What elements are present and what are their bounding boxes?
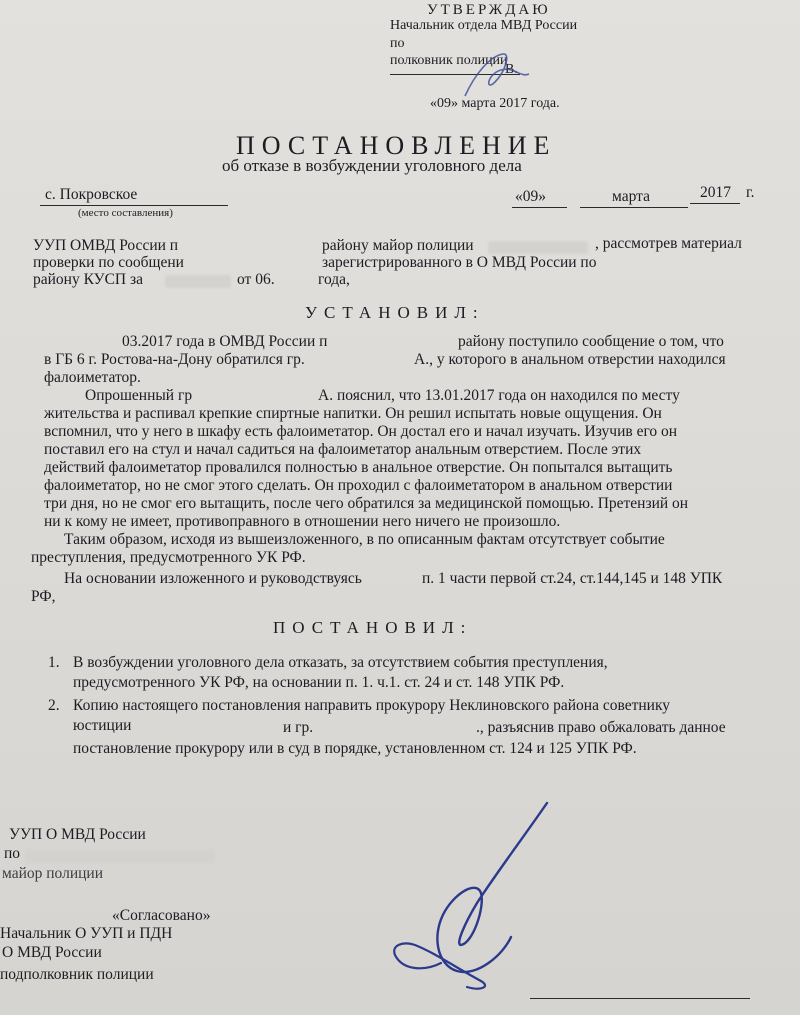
agreed-chief: Начальник О УУП и ПДН (0, 925, 173, 942)
item2-line2-end: ., разъяснив право обжаловать данное (476, 719, 726, 736)
body-p2-line3: вспомнил, что у него в шкафу есть фалоиметатор. Он достал его и начал изучать. Изучив его он (44, 423, 678, 440)
redacted-block (25, 850, 215, 863)
date-month-underline (580, 207, 688, 208)
intro-line3-end: года, (318, 271, 350, 288)
place-underline (40, 205, 228, 206)
body-p4-line1-end: п. 1 части первой ст.24, ст.144,145 и 148 УПК (422, 570, 723, 587)
approve-date: «09» марта 2017 года. (430, 96, 560, 111)
item2-line2-start: юстиции (73, 717, 132, 734)
section-established: УСТАНОВИЛ: (305, 303, 485, 322)
item1-line2: предусмотренного УК РФ, на основании п. 1. ч.1. ст. 24 и ст. 148 УПК РФ. (73, 674, 565, 691)
document-subtitle: об отказе в возбуждении уголовного дела (222, 156, 522, 175)
agreed-department: О МВД России (2, 944, 102, 961)
redacted-block (165, 275, 231, 288)
body-p1-line3: фалоиметатор. (44, 369, 141, 386)
agreed-label: «Согласовано» (112, 907, 211, 924)
place-name: с. Покровское (45, 186, 138, 203)
intro-line3-middle: от 06. (237, 271, 275, 288)
intro-line2-end: зарегистрированного в О МВД России по (322, 254, 597, 271)
redacted-block (488, 241, 588, 254)
body-p1-line2-start: в ГБ 6 г. Ростова-на-Дону обратился гр. (44, 351, 305, 368)
signature-line (530, 998, 750, 999)
body-p2-line2: жительства и распивал крепкие спиртные напитки. Он решил испытать новые ощущения. Он (44, 405, 662, 422)
body-p1-line2-end: А., у которого в анальном отверстии находился (414, 351, 726, 368)
date-year-underline (690, 203, 740, 204)
body-p2-line7: три дня, но не смог его вытащить, после чего обратился за медицинской помощью. Претензий он (44, 495, 689, 512)
item2-line1: Копию настоящего постановления направить прокурору Неклиновского района советнику (73, 697, 671, 714)
body-p4-line1-start: На основании изложенного и руководствуясь (64, 570, 362, 587)
body-p2-line4: поставил его на стул и начал садиться на фалоиметатор анальным отверстием. После этих (44, 441, 642, 458)
date-day: «09» (515, 188, 546, 205)
approve-initial: В. (505, 62, 518, 77)
body-p4-line2: РФ, (31, 588, 56, 605)
approve-header: УТВЕРЖДАЮ (427, 2, 551, 18)
intro-line1-middle: району майор полиции (322, 237, 474, 254)
body-p1-line1-end: району поступило сообщение о том, что (458, 333, 724, 350)
body-p2-line1-start: Опрошенный гр (85, 387, 193, 404)
date-day-underline (512, 207, 567, 208)
signer-region: по (4, 845, 21, 862)
place-caption: (место составления) (78, 207, 173, 219)
body-p3-line2: преступления, предусмотренного УК РФ. (31, 549, 306, 566)
item1-line1: В возбуждении уголовного дела отказать, за отсутствием события преступления, (73, 654, 608, 671)
body-p1-line1-start: 03.2017 года в ОМВД России п (122, 333, 328, 350)
item2-number: 2. (48, 697, 60, 714)
item1-number: 1. (48, 654, 60, 671)
agreed-rank: подполковник полиции (0, 966, 154, 983)
intro-line1-start: УУП ОМВД России п (33, 237, 179, 254)
date-year-suffix: г. (746, 184, 755, 201)
approve-chief-line: Начальник отдела МВД России (390, 18, 578, 33)
body-p3-line1: Таким образом, исходя из вышеизложенного, в по описанным фактам отсутствует событие (64, 531, 665, 548)
signer-position: УУП О МВД России (9, 826, 146, 843)
approve-region-line: по (390, 36, 405, 51)
handwritten-signature (385, 795, 565, 995)
approve-rank-line: полковник полиции (390, 53, 508, 68)
item2-line2-middle: и гр. (283, 719, 314, 736)
section-resolved: ПОСТАНОВИЛ: (273, 618, 473, 637)
approve-signature-mark (455, 44, 535, 104)
intro-line2-start: проверки по сообщени (33, 254, 184, 271)
signer-rank: майор полиции (2, 865, 104, 882)
item2-line3: постановление прокурору или в суд в порядке, установленном ст. 124 и 125 УПК РФ. (73, 740, 637, 757)
body-p2-line6: фалоиметатор, но не смог этого сделать. Он проходил с фалоиметатором в анальном отверстии (44, 477, 673, 494)
intro-line3-start: району КУСП за (33, 271, 144, 288)
date-month: марта (612, 188, 650, 205)
body-p2-line5: действий фалоиметатор провалился полностью в анальное отверстие. Он попытался вытащить (44, 459, 673, 476)
document-title: ПОСТАНОВЛЕНИЕ (236, 131, 557, 160)
date-year: 2017 (700, 184, 731, 201)
body-p2-line8: ни к кому не имеет, противоправного в отношении него ничего не произошло. (44, 513, 561, 530)
body-p2-line1-end: А. пояснил, что 13.01.2017 года он находился по месту (318, 387, 680, 404)
intro-line1-end: , рассмотрев материал (595, 235, 742, 252)
